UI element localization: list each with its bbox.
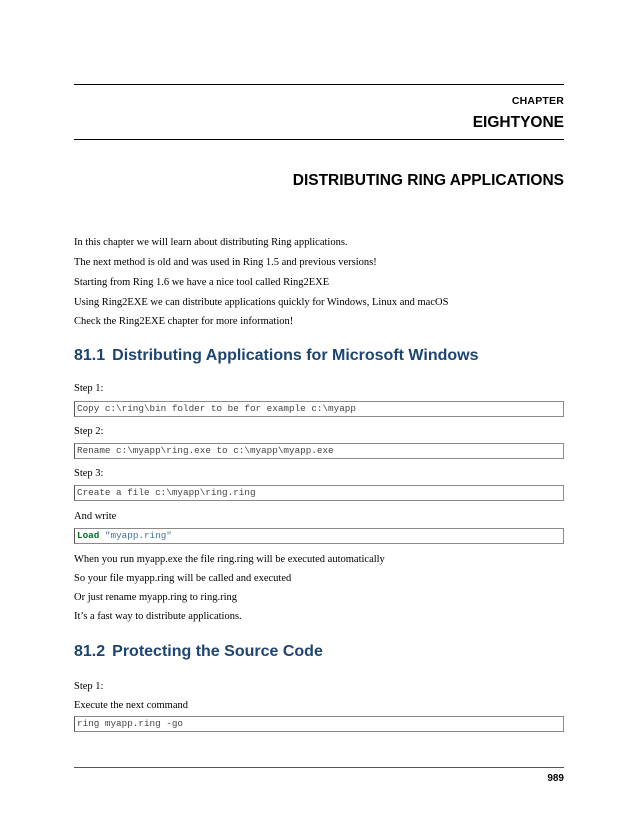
execute-label: Execute the next command	[74, 700, 188, 711]
header-bottom-rule	[74, 139, 564, 140]
step-label: Step 2:	[74, 426, 104, 437]
code-keyword: Load	[77, 530, 100, 541]
document-page	[74, 0, 564, 825]
section-title-text: Distributing Applications for Microsoft Windows	[112, 347, 479, 364]
footer-rule	[74, 767, 564, 768]
intro-paragraph: Starting from Ring 1.6 we have a nice tool called Ring2EXE	[74, 277, 330, 288]
chapter-number: EIGHTYONE	[472, 114, 564, 131]
section-heading-protecting-source	[74, 643, 323, 661]
section-number: 81.1	[74, 347, 106, 364]
body-paragraph: It’s a fast way to distribute applications.	[74, 611, 242, 622]
body-paragraph: Or just rename myapp.ring to ring.ring	[74, 592, 238, 603]
code-block	[74, 485, 564, 501]
step-label: Step 1:	[74, 681, 104, 692]
code-line: ring myapp.ring -go	[77, 718, 184, 729]
code-block	[74, 528, 564, 544]
section-heading-distributing-windows	[74, 347, 479, 365]
intro-paragraph: Check the Ring2EXE chapter for more information!	[74, 316, 294, 327]
intro-paragraph: The next method is old and was used in Ring 1.5 and previous versions!	[74, 257, 377, 268]
and-write-text: And write	[74, 511, 117, 522]
code-block	[74, 716, 564, 732]
body-paragraph: When you run myapp.exe the file ring.ring will be executed automatically	[74, 554, 385, 565]
chapter-title: DISTRIBUTING RING APPLICATIONS	[292, 172, 564, 189]
section-title-text: Protecting the Source Code	[112, 643, 323, 660]
code-block	[74, 443, 564, 459]
code-block	[74, 401, 564, 417]
intro-paragraph: Using Ring2EXE we can distribute applications quickly for Windows, Linux and macOS	[74, 297, 449, 308]
body-paragraph: So your file myapp.ring will be called and executed	[74, 573, 292, 584]
code-line: Create a file c:\myapp\ring.ring	[77, 487, 256, 498]
code-line: Copy c:\ring\bin folder to be for example c:\myapp	[77, 403, 356, 414]
header-top-rule	[74, 84, 564, 85]
code-string: "myapp.ring"	[104, 530, 172, 541]
chapter-label: CHAPTER	[511, 95, 564, 107]
intro-paragraph: In this chapter we will learn about distributing Ring applications.	[74, 237, 348, 248]
step-label: Step 3:	[74, 468, 104, 479]
page-number: 989	[547, 773, 564, 784]
section-number: 81.2	[74, 643, 106, 660]
code-line: Rename c:\myapp\ring.exe to c:\myapp\myapp.exe	[77, 445, 334, 456]
step-label: Step 1:	[74, 383, 104, 394]
